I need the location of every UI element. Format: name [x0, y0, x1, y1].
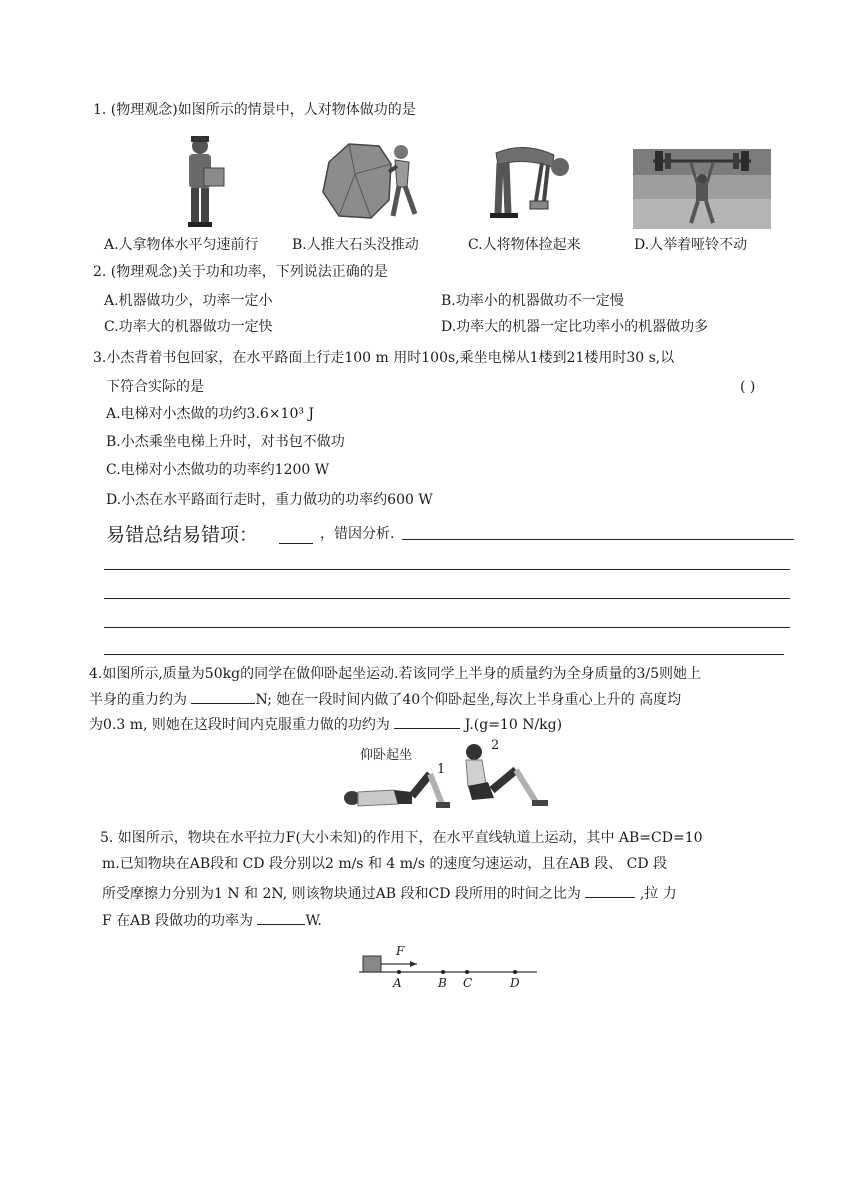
answer-line[interactable] — [104, 569, 790, 570]
q5-power-blank[interactable] — [257, 910, 305, 925]
q5-line3-text-a: 所受摩擦力分别为1 N 和 2N, 则该物块通过AB 段和CD 段所用的时间之比为 — [102, 886, 581, 902]
point-c-label: C — [463, 976, 473, 990]
q5-line4-text-a: F 在AB 段做功的功率为 — [102, 913, 254, 929]
q4-figure-label-2: 2 — [491, 738, 500, 753]
q4-line3-text-b: J.(g=10 N/kg) — [464, 717, 563, 733]
point-a-label: A — [393, 976, 402, 990]
q3-stem-line2: 下符合实际的是 — [106, 379, 204, 395]
q2-option-c: C.功率大的机器做功一定快 — [104, 319, 273, 335]
q3-stem-line1: 3.小杰背着书包回家，在水平路面上行走100 m 用时100s,乘坐电梯从1楼到21楼用时30 s,以 — [93, 350, 675, 366]
q4-upper-body-weight-blank[interactable] — [191, 689, 255, 704]
q4-line3 — [89, 714, 562, 734]
answer-line[interactable] — [104, 654, 784, 655]
q1-option-b: B.人推大石头没推动 — [292, 237, 419, 253]
q5-line2: m.已知物块在AB段和 CD 段分别以2 m/s 和 4 m/s 的速度匀速运动，且在AB 段、 CD 段 — [102, 856, 668, 872]
person-picking-up-image — [484, 143, 574, 221]
q4-figure-label-1: 1 — [437, 762, 446, 777]
block-shape — [363, 956, 381, 972]
answer-line[interactable] — [104, 627, 790, 628]
q5-line1: 5. 如图所示，物块在水平拉力F(大小未知)的作用下，在水平直线轨道上运动，其中 AB=CD=10 — [100, 830, 703, 846]
q1-stem: 1. (物理观念)如图所示的情景中，人对物体做功的是 — [93, 102, 416, 118]
q4-line2-text-a: 半身的重力约为 — [89, 692, 187, 708]
q1-option-c: C.人将物体捡起来 — [468, 237, 581, 253]
q4-line1: 4.如图所示,质量为50kg的同学在做仰卧起坐运动.若该同学上半身的质量约为全身质量的3/5则她上 — [89, 666, 702, 682]
q5-time-ratio-blank[interactable] — [585, 883, 635, 898]
q5-line4-text-b: W. — [305, 913, 322, 929]
point-b-dot — [441, 970, 445, 974]
person-pushing-rock-image — [321, 140, 425, 222]
point-c-dot — [465, 970, 469, 974]
q5-line3 — [102, 883, 677, 903]
q2-stem: 2. (物理观念)关于功和功率，下列说法正确的是 — [93, 264, 388, 280]
q5-line3-text-b: ,拉 力 — [639, 886, 677, 902]
q2-option-d: D.功率大的机器一定比功率小的机器做功多 — [441, 319, 709, 335]
answer-line[interactable] — [104, 598, 790, 599]
q4-work-blank[interactable] — [394, 714, 460, 729]
q4-line2 — [89, 689, 681, 709]
summary-analysis-label: ，错因分析. — [320, 526, 395, 542]
point-a-dot — [397, 970, 401, 974]
q3-option-d: D.小杰在水平路面行走时，重力做功的功率约600 W — [106, 492, 433, 508]
q4-figure-title: 仰卧起坐 — [360, 748, 413, 763]
force-label: F — [396, 944, 405, 958]
analysis-blank[interactable] — [402, 539, 794, 540]
summary-label: 易错总结易错项： — [106, 524, 259, 546]
person-carrying-box-image — [176, 132, 228, 230]
weightlifter-image — [633, 149, 771, 229]
sit-up-image — [338, 740, 554, 814]
q5-line4 — [102, 910, 322, 930]
force-arrowhead — [410, 961, 417, 967]
point-d-dot — [513, 970, 517, 974]
q4-line2-text-b: N; 她在一段时间内做了40个仰卧起坐,每次上半身重心上升的 高度均 — [255, 692, 682, 708]
q3-option-a: A.电梯对小杰做的功约3.6×10³ J — [106, 406, 315, 422]
q2-option-b: B.功率小的机器做功不一定慢 — [441, 293, 624, 309]
q2-option-a: A.机器做功少，功率一定小 — [104, 293, 273, 309]
q3-answer-paren: ( ) — [740, 379, 756, 395]
q4-line3-text-a: 为0.3 m, 则她在这段时间内克服重力做的功约为 — [89, 717, 390, 733]
q1-option-a: A.人拿物体水平匀速前行 — [104, 237, 259, 253]
point-d-label: D — [510, 976, 520, 990]
q3-option-c: C.电梯对小杰做功的功率约1200 W — [106, 462, 330, 478]
q3-option-b: B.小杰乘坐电梯上升时，对书包不做功 — [106, 434, 345, 450]
point-b-label: B — [438, 976, 447, 990]
wrong-item-blank[interactable] — [279, 543, 313, 544]
q1-option-d: D.人举着哑铃不动 — [634, 237, 748, 253]
